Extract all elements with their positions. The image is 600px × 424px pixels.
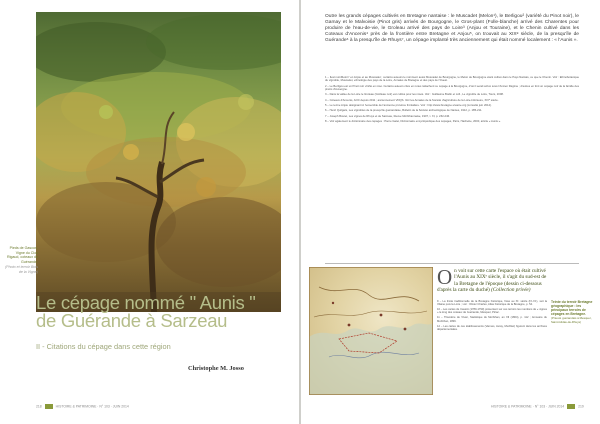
right-folio-marker	[567, 404, 575, 409]
dropcap: O	[437, 265, 453, 289]
article-title	[36, 294, 298, 330]
photo-caption-text: Pieds de Gascon, Vigne du Clos Rigaud, coteaux de Guérande.	[7, 246, 38, 264]
footnote: 11 – Théodore de Vivier, Statistique du Morbihan, an XII (1804), p. 112 ; Annuaire du Morbihan, 1839.	[437, 316, 547, 323]
historic-map-image	[309, 267, 433, 395]
left-page-footer	[36, 404, 129, 409]
footnote: 1 – Ilest nomMelon" en Anjou et au Muscadet ; certains auteurs le nomment aussi Muscadet de Bourgogne, le Melon de Bourgogne étant cultivé dans le Pays Nantais, ce que le Chenin. Voir : Ethnobotanique du vignoble, Muscadet, ethnologie des pays de la Loire, Annales de Bretagne et des pays de l'Ouest.	[325, 76, 579, 83]
article-subtitle: II - Citations du cépage dans cette région	[36, 342, 171, 351]
right-footer-journal: HISTOIRE & PATRIMOINE · N° 103 · JUIN 2014	[491, 404, 565, 409]
vineyard-photo	[36, 12, 281, 312]
sidebar-note-title: Teinte du terroir Bretagne géographique : les principaux terroirs de cépages en Bretagne.	[551, 300, 593, 317]
sidebar-note-text: (Prieuré guérandais à Mesquer, Saint-Gildas-de-Rhuys)	[551, 316, 592, 324]
footnotes-block	[325, 76, 579, 125]
left-folio-number: 218	[36, 404, 42, 409]
photo-caption-source: (Photo et terroir Bois de la Vigne)	[5, 265, 38, 274]
footnote: 7 – Joseph Boutet, Les vignes de Rhuys et de Sarzeau, Revue Morbihannaise, 1907, t. XI, p. 232-246.	[325, 114, 450, 118]
historic-map-drawing	[309, 267, 433, 395]
intro-paragraph: Outre les grands cépages cultivés en Bretagne nantaise : le Muscadet (Melon¹), le Berligou² (variété du Pinot noir), le Gamay et le Malvoisie (Pinot gris) arrivés de Bourgogne, le Gros-plant (Folle-blanche) arrivé des Charentes pour produire de l'eau-de-vie, le Groleau arrivé des pays de Loire³ (Anjou et Touraine), et le Chenin cultivé dans les Coteaux d'Ancenis⁴ près de la frontière entre Bretagne et Anjou⁵, on trouvait au XIXᵉ siècle, de la presqu'île de Guérande⁶ à la presqu'île de Rhuys⁷, un cépage implanté très anciennement qui était nommé localement : « l'Aunis ».	[325, 14, 579, 44]
right-page-footer	[491, 404, 584, 409]
photo-caption	[4, 246, 38, 275]
footnote: 4 – Coteaux d'Ancenis, AOC depuis 2011 ; anciennement VDQS. Voir les Annales de la Société d'agriculture de la Loire-Inférieure, XIXᵉ siècle.	[325, 98, 499, 102]
article-title-line-1: Le cépage nommé " Aunis "	[36, 292, 256, 313]
section-divider	[325, 263, 579, 264]
article-author: Christophe M. Josso	[188, 365, 244, 372]
right-folio-number: 219	[578, 404, 584, 409]
article-title-line-2: de Guérande à Sarzeau	[36, 310, 228, 331]
left-footer-journal: HISTOIRE & PATRIMOINE · N° 103 · JUIN 2014	[55, 404, 129, 409]
right-page	[301, 0, 600, 424]
footnote: 9 – La limite traditionnelle de la Bretagne historique, fixée au XIᵉ siècle (IX-XIᵉ), suit la Vilaine puis la Loire ; voir : Olivier Charles, Atlas historique de la Bretagne, p. 54.	[437, 300, 547, 307]
vineyard-photo-drawing	[36, 12, 281, 312]
footnote: 2 – Le Berligou est un Pinot noir vinifié en rosé. Certains auteurs cités en notes rattachent ce cépage à la Bourgogne, d'où il serait arrivé sous l'Ancien Régime ; d'autres en font un cépage noir de la famille des pinots d'Auvergne.	[325, 84, 579, 92]
column-footnotes	[437, 300, 547, 333]
map-sidebar-note	[551, 300, 595, 325]
footnote: 3 – Dans la vallée de la Loire le Groleau (Grolleau noir) est cultivé pour les rosés. Voir : Guillaume Bodin et coll., Le vignoble de Loire, Tours, 2008.	[325, 93, 504, 97]
map-quote-source: (Collection privée)	[491, 286, 531, 293]
map-quote-text: n voit sur cette carte l'espace où était cultivé l'Aunis au XIXᵉ siècle, il s'agit du sud-est de la Bretagne de l'époque (dessin ci-dessous d'après la carte du duché)	[437, 268, 547, 293]
footnote: 12 – Les cartes de ces établissements (Vannes, Auray, Muzillac) figurent dans les archives départementales.	[437, 324, 547, 331]
footnote: 6 – Henri Quilgars, Les vignobles de la presqu'île guérandaise, Bulletin de la Société archéologique de Nantes, 1912, p. 185-211.	[325, 109, 483, 113]
footnote: 10 – Les cartes de Cassini (1780-1790) présentent sur ces terroirs les mentions de « vignes » le long des coteaux de Guérande, Mesquer, Piriac.	[437, 308, 547, 315]
footnote: 5 – Le terme Anjou désignant ici l'ensemble de l'ancienne province frontalière. Voir : http://www.bretagne-vivante.org (consulté juin 2014).	[325, 104, 492, 108]
map-quote	[437, 265, 547, 293]
footnote: 8 – Voir également le dictionnaire des cépages : Pierre Galet, Dictionnaire encyclopédique des cépages, Paris, Hachette, 2000, article « Aunis ».	[325, 120, 501, 124]
left-page	[0, 0, 299, 424]
left-folio-marker	[45, 404, 53, 409]
